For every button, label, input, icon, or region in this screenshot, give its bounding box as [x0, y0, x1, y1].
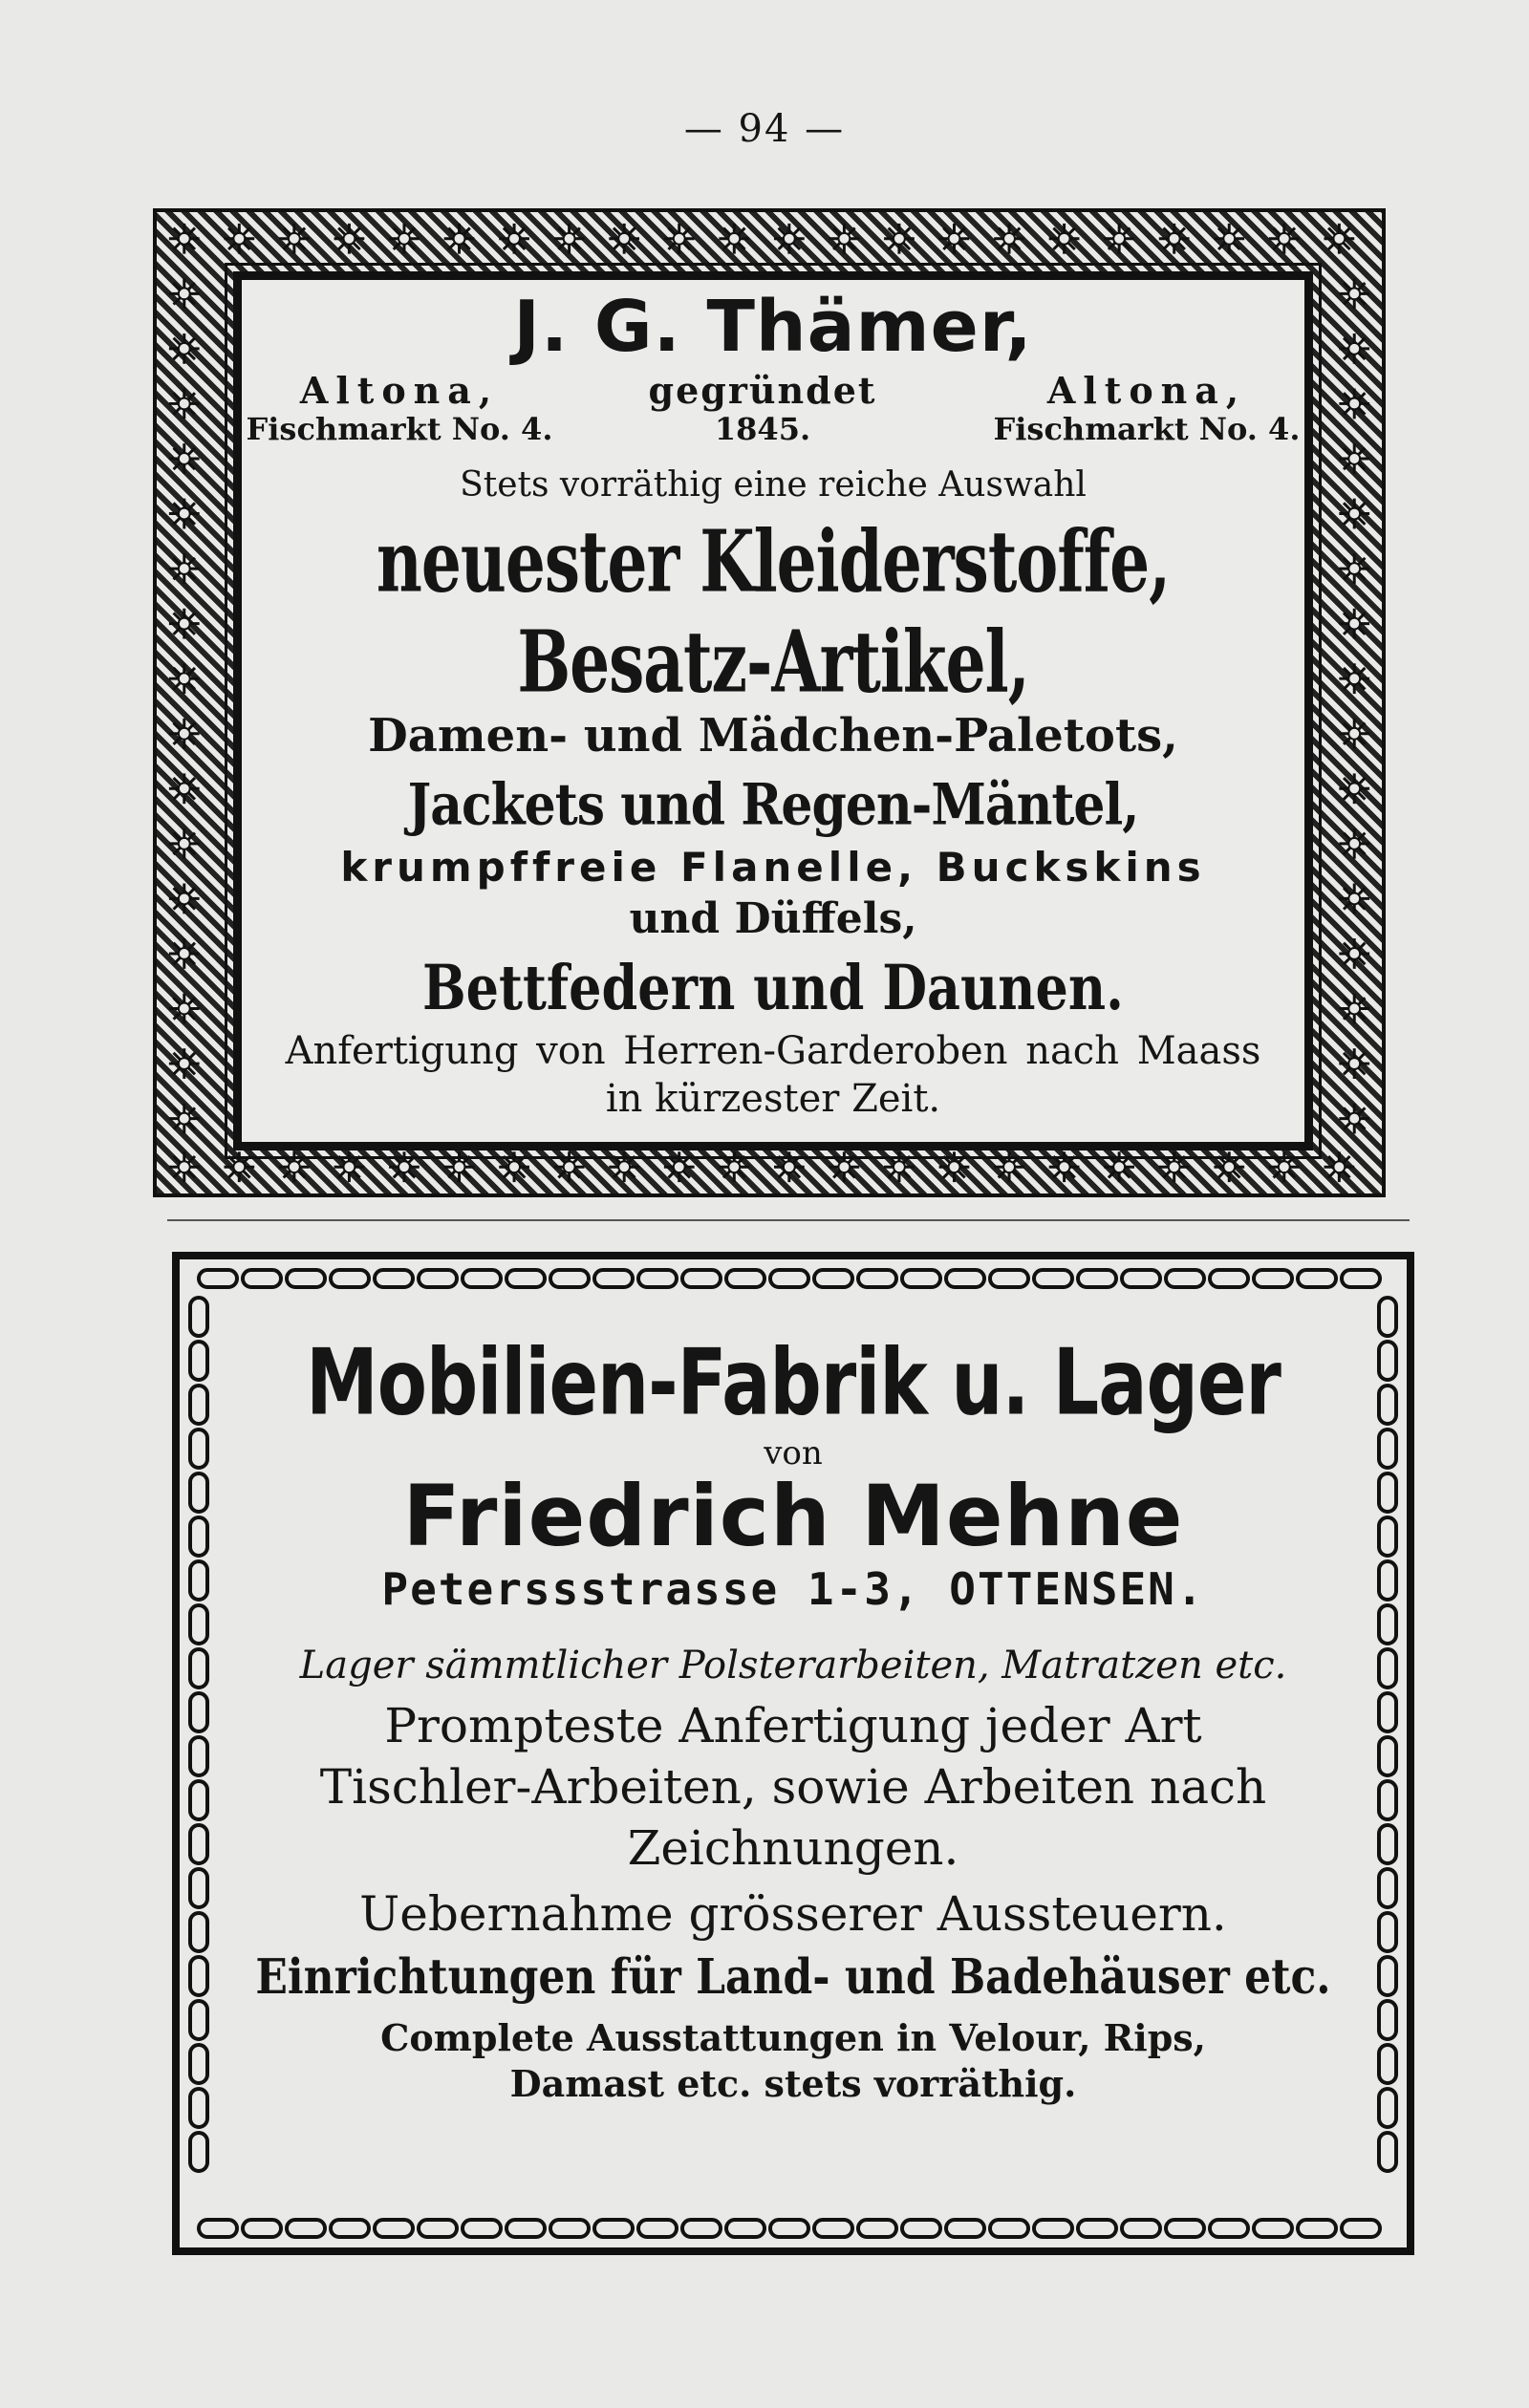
chain-link-icon	[1034, 1270, 1072, 1287]
mehne-advertisement	[172, 1252, 1414, 2255]
star-ornament-icon	[609, 1151, 639, 1182]
star-ornament-icon	[169, 499, 200, 529]
star-ornament-icon	[169, 828, 200, 859]
star-ornament-icon	[1339, 1048, 1369, 1079]
chain-link-icon	[190, 1913, 207, 1951]
chain-link-icon	[638, 1270, 677, 1287]
star-ornament-icon	[1339, 828, 1369, 859]
chain-link-icon	[682, 1270, 721, 1287]
chain-link-icon	[190, 1430, 207, 1468]
chain-link-icon	[1379, 1869, 1396, 1907]
star-ornament-icon	[1214, 1151, 1244, 1182]
einrichtungen-line: Einrichtungen für Land- und Badehäuser etc.	[255, 1949, 1331, 2006]
chain-link-icon	[770, 1270, 808, 1287]
chain-link-icon	[190, 1342, 207, 1380]
star-ornament-icon	[1049, 224, 1080, 254]
chain-link-icon	[726, 2220, 764, 2237]
star-ornament-icon	[1104, 224, 1134, 254]
star-ornament-icon	[444, 224, 475, 254]
chain-link-icon	[1379, 2001, 1396, 2039]
star-ornament-icon	[334, 1151, 365, 1182]
chain-link-icon	[1379, 1517, 1396, 1556]
star-ornament-icon	[1339, 443, 1369, 474]
thaemer-ad-panel	[233, 271, 1313, 1150]
star-ornament-icon	[1339, 333, 1369, 364]
chain-link-icon	[1122, 2220, 1160, 2237]
star-ornament-icon	[169, 553, 200, 584]
chain-link-icon	[199, 2220, 237, 2237]
lager-line: Lager sämmtlicher Polsterarbeiten, Matratzen etc.	[299, 1644, 1287, 1688]
thaemer-advertisement	[153, 208, 1386, 1197]
right-address-block	[989, 369, 1304, 448]
star-ornament-icon	[774, 1151, 805, 1182]
star-ornament-icon	[279, 224, 310, 254]
star-ornament-icon	[499, 1151, 529, 1182]
firm-info-row	[242, 369, 1304, 460]
chain-link-icon	[243, 2220, 281, 2237]
founded-block	[605, 369, 920, 448]
chain-link-icon	[463, 2220, 501, 2237]
chain-link-icon	[1379, 1693, 1396, 1731]
chain-link-icon	[419, 1270, 457, 1287]
damast-line: Damast etc. stets vorräthig.	[509, 2062, 1077, 2105]
chain-link-icon	[638, 2220, 677, 2237]
chain-link-icon	[199, 1270, 237, 1287]
star-ornament-icon	[169, 333, 200, 364]
prompteste-line: Prompteste Anfertigung jeder Art	[384, 1698, 1202, 1753]
star-ornament-icon	[1104, 1151, 1134, 1182]
chain-link-icon	[190, 1561, 207, 1600]
star-ornament-icon	[1339, 499, 1369, 529]
chain-link-icon	[287, 2220, 325, 2237]
chain-link-icon	[770, 2220, 808, 2237]
star-ornament-icon	[829, 1151, 860, 1182]
chain-link-icon	[331, 2220, 369, 2237]
left-address: Fischmarkt No. 4.	[246, 411, 553, 447]
chain-link-icon	[1166, 1270, 1204, 1287]
star-ornament-icon	[169, 994, 200, 1024]
chain-link-icon	[375, 2220, 413, 2237]
chain-link-icon	[858, 1270, 896, 1287]
chain-link-icon	[1034, 2220, 1072, 2237]
star-ornament-icon	[169, 224, 200, 254]
chain-link-icon	[190, 1693, 207, 1731]
anfertigung-line: Anfertigung von Herren-Garderoben nach Maass	[285, 1029, 1261, 1073]
damen-line: Damen- und Mädchen-Paletots,	[368, 709, 1178, 763]
chain-link-icon	[243, 1270, 281, 1287]
chain-link-icon	[1379, 1298, 1396, 1336]
chain-link-icon	[190, 1473, 207, 1512]
star-ornament-icon	[389, 1151, 420, 1182]
chain-link-icon	[190, 1737, 207, 1775]
star-ornament-icon	[1339, 553, 1369, 584]
star-ornament-icon	[1339, 938, 1369, 969]
chain-link-icon	[1379, 1605, 1396, 1644]
star-ornament-icon	[884, 1151, 915, 1182]
chain-link-icon	[190, 1825, 207, 1863]
star-ornament-icon	[169, 719, 200, 749]
star-ornament-icon	[939, 224, 970, 254]
right-city: Altona,	[1046, 369, 1247, 412]
chain-link-icon	[190, 2045, 207, 2083]
left-address-block	[242, 369, 557, 448]
star-ornament-icon	[169, 1151, 200, 1182]
chain-link-icon	[946, 2220, 984, 2237]
chain-link-icon	[1342, 1270, 1380, 1287]
star-ornament-icon	[829, 224, 860, 254]
star-ornament-icon	[169, 663, 200, 694]
star-ornament-icon	[169, 389, 200, 419]
star-ornament-icon	[169, 1104, 200, 1134]
star-ornament-icon	[994, 224, 1024, 254]
chain-link-icon	[1298, 2220, 1336, 2237]
mobilien-title: Mobilien-Fabrik u. Lager	[306, 1328, 1281, 1436]
star-ornament-icon	[774, 224, 805, 254]
chain-link-icon	[190, 2001, 207, 2039]
star-ornament-icon	[1339, 1104, 1369, 1134]
chain-link-icon	[1379, 2133, 1396, 2171]
chain-link-icon	[1210, 2220, 1248, 2237]
chain-link-icon	[1078, 1270, 1116, 1287]
chain-link-icon	[550, 1270, 589, 1287]
star-ornament-icon	[1214, 224, 1244, 254]
star-ornament-icon	[169, 609, 200, 639]
star-ornament-icon	[554, 1151, 585, 1182]
chain-link-icon	[1379, 1781, 1396, 1819]
star-ornament-icon	[224, 224, 254, 254]
chain-link-icon	[990, 2220, 1028, 2237]
chain-link-icon	[506, 2220, 545, 2237]
star-ornament-icon	[334, 224, 365, 254]
kleiderstoffe-line: neuester Kleiderstoffe, Besatz-Artikel,	[376, 510, 1171, 713]
tischler-line: Tischler-Arbeiten, sowie Arbeiten nach	[319, 1759, 1267, 1815]
chain-link-icon	[190, 1649, 207, 1688]
chain-link-icon	[190, 1298, 207, 1336]
chain-link-icon	[858, 2220, 896, 2237]
jackets-line: Jackets und Regen-Mäntel,	[407, 771, 1139, 839]
chain-link-icon	[902, 1270, 940, 1287]
chain-link-icon	[190, 1386, 207, 1424]
chain-link-icon	[902, 2220, 940, 2237]
chain-link-icon	[1078, 2220, 1116, 2237]
chain-link-icon	[1379, 1737, 1396, 1775]
von-line: von	[764, 1434, 823, 1473]
chain-link-icon	[594, 2220, 633, 2237]
chain-link-icon	[946, 1270, 984, 1287]
duffels-line: und Düffels,	[629, 894, 917, 943]
street-address: Peterssstrasse 1-3, OTTENSEN.	[381, 1563, 1205, 1615]
firm-name: J. G. Thämer,	[513, 286, 1033, 368]
page-number: — 94 —	[683, 107, 846, 151]
chain-link-icon	[375, 1270, 413, 1287]
chain-link-icon	[1210, 1270, 1248, 1287]
star-ornament-icon	[279, 1151, 310, 1182]
chain-link-icon	[506, 1270, 545, 1287]
uebernahme-line: Uebernahme grösserer Aussteuern.	[359, 1886, 1227, 1942]
star-ornament-icon	[499, 224, 529, 254]
left-city: Altona,	[299, 369, 500, 412]
star-ornament-icon	[169, 278, 200, 309]
chain-link-icon	[190, 2133, 207, 2171]
stets-line: Stets vorräthig eine reiche Auswahl	[460, 465, 1087, 505]
zeit-line: in kürzester Zeit.	[605, 1077, 941, 1121]
chain-link-icon	[1342, 2220, 1380, 2237]
chain-link-icon	[190, 1605, 207, 1644]
star-ornament-icon	[1049, 1151, 1080, 1182]
chain-link-icon	[550, 2220, 589, 2237]
star-ornament-icon	[1159, 1151, 1190, 1182]
star-ornament-icon	[719, 1151, 749, 1182]
chain-link-icon	[1379, 2045, 1396, 2083]
star-ornament-icon	[884, 224, 915, 254]
chain-link-icon	[287, 1270, 325, 1287]
star-ornament-icon	[554, 224, 585, 254]
chain-link-icon	[419, 2220, 457, 2237]
star-ornament-icon	[224, 1151, 254, 1182]
krumpf-line: krumpffreie Flanelle, Buckskins	[340, 844, 1206, 891]
star-ornament-icon	[1339, 994, 1369, 1024]
star-ornament-icon	[169, 773, 200, 804]
mehne-ad-panel	[224, 1303, 1363, 2204]
chain-link-icon	[726, 1270, 764, 1287]
zeichnungen-line: Zeichnungen.	[627, 1820, 959, 1876]
bettfedern-line: Bettfedern und Daunen.	[422, 950, 1124, 1024]
chain-link-icon	[1254, 1270, 1292, 1287]
star-ornament-icon	[1269, 1151, 1300, 1182]
chain-link-icon	[1379, 1957, 1396, 1995]
star-ornament-icon	[169, 884, 200, 914]
star-ornament-icon	[719, 224, 749, 254]
chain-link-icon	[594, 1270, 633, 1287]
star-ornament-icon	[169, 1048, 200, 1079]
chain-link-icon	[1379, 1649, 1396, 1688]
chain-link-icon	[1379, 1561, 1396, 1600]
star-ornament-icon	[1339, 278, 1369, 309]
chain-link-icon	[190, 1869, 207, 1907]
chain-link-icon	[814, 1270, 852, 1287]
chain-link-icon	[190, 1781, 207, 1819]
chain-link-icon	[1166, 2220, 1204, 2237]
right-address: Fischmarkt No. 4.	[993, 411, 1301, 447]
section-divider	[167, 1219, 1410, 1221]
chain-link-icon	[190, 1517, 207, 1556]
star-ornament-icon	[1339, 663, 1369, 694]
chain-link-icon	[190, 2089, 207, 2127]
star-ornament-icon	[664, 1151, 695, 1182]
star-ornament-icon	[994, 1151, 1024, 1182]
star-ornament-icon	[1269, 224, 1300, 254]
chain-link-icon	[1298, 1270, 1336, 1287]
star-ornament-icon	[169, 443, 200, 474]
star-ornament-icon	[1339, 609, 1369, 639]
star-ornament-icon	[1339, 884, 1369, 914]
star-ornament-icon	[389, 224, 420, 254]
chain-link-icon	[1379, 1913, 1396, 1951]
star-ornament-icon	[1339, 773, 1369, 804]
star-ornament-icon	[1324, 224, 1354, 254]
chain-link-icon	[190, 1957, 207, 1995]
star-ornament-icon	[1339, 389, 1369, 419]
chain-link-icon	[1122, 1270, 1160, 1287]
chain-link-icon	[990, 1270, 1028, 1287]
star-ornament-icon	[444, 1151, 475, 1182]
star-ornament-icon	[1159, 224, 1190, 254]
complete-line: Complete Ausstattungen in Velour, Rips,	[380, 2016, 1206, 2059]
owner-name: Friedrich Mehne	[402, 1467, 1184, 1565]
star-ornament-icon	[169, 938, 200, 969]
chain-link-icon	[814, 2220, 852, 2237]
chain-link-icon	[1379, 1825, 1396, 1863]
chain-link-icon	[1379, 1386, 1396, 1424]
star-ornament-icon	[609, 224, 639, 254]
chain-link-icon	[1379, 2089, 1396, 2127]
chain-link-icon	[463, 1270, 501, 1287]
chain-link-icon	[1379, 1430, 1396, 1468]
founded-year: 1845.	[714, 411, 811, 447]
chain-link-icon	[1379, 1473, 1396, 1512]
chain-link-icon	[331, 1270, 369, 1287]
chain-link-icon	[1254, 2220, 1292, 2237]
star-ornament-icon	[1339, 719, 1369, 749]
star-ornament-icon	[664, 224, 695, 254]
star-ornament-icon	[1324, 1151, 1354, 1182]
star-ornament-icon	[939, 1151, 970, 1182]
founded-label: gegründet	[648, 369, 877, 412]
chain-link-icon	[682, 2220, 721, 2237]
chain-link-icon	[1379, 1342, 1396, 1380]
